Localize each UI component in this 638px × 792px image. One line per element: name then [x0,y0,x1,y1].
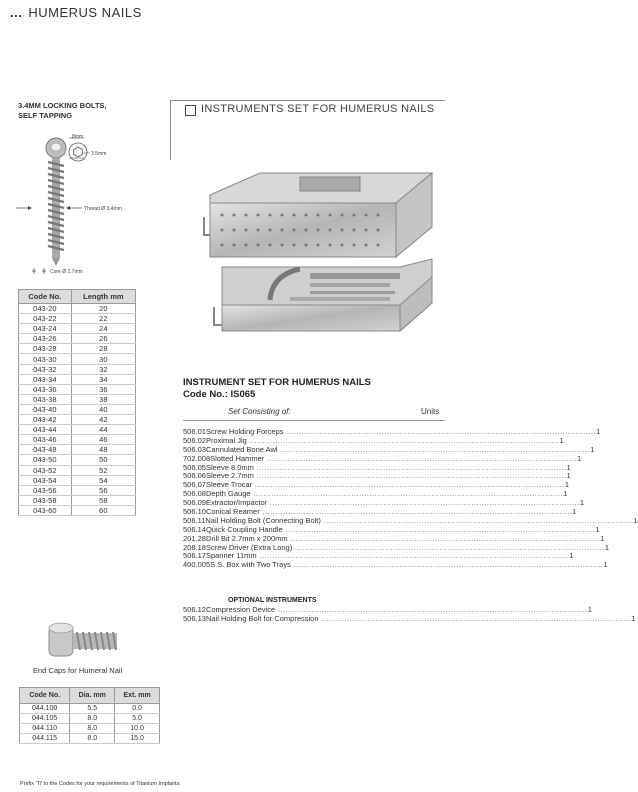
leader-dots: ........................................................................................................................ [252,480,565,490]
item-description: Spanner 11mm [205,551,257,561]
table-row [19,495,136,505]
end-cap-table [19,687,160,744]
col-header-dia: Dia. mm [70,688,115,704]
bolt-length-table [18,289,136,516]
end-cap-image [45,618,125,663]
leader-dots: ........................................................................................................................ [282,524,596,534]
col-header-length: Length mm [71,290,135,304]
table-header-row [19,290,136,304]
ext-cell: 0.0 [115,704,160,714]
table-row [19,475,136,485]
code-cell: 043-30 [19,354,72,364]
set-title: INSTRUMENT SET FOR HUMERUS NAILS [183,377,371,388]
code-cell: 044.115 [20,734,70,744]
leader-dots: ........................................................................................................................ [290,560,604,570]
leader-dots: ........................................................................................................................ [246,435,560,445]
table-row [19,364,136,374]
item-description: Slotted Hammer [210,453,265,463]
header-dots: ... [10,5,23,20]
dia-cell: 8.0 [70,734,115,744]
length-cell: 40 [71,404,135,414]
ext-cell: 15.0 [115,734,160,744]
length-cell: 32 [71,364,135,374]
dim-core: Core Ø 2.7mm [50,269,83,275]
length-cell: 20 [71,304,135,314]
length-cell: 24 [71,324,135,334]
table-row [20,724,160,734]
item-quantity: 1 [600,533,605,543]
item-code: 506.12 [183,605,206,614]
dia-cell: 8.0 [70,714,115,724]
item-description: Depth Gauge [205,489,251,499]
length-cell: 36 [71,384,135,394]
item-quantity: 1 [563,489,568,499]
item-code: 506.13 [183,613,206,623]
length-cell: 42 [71,415,135,425]
code-cell: 043-28 [19,344,72,354]
table-row [19,445,136,455]
code-cell: 044.110 [20,724,70,734]
length-cell: 34 [71,374,135,384]
core-arrows [32,268,46,274]
item-description: Extractor/Impactor [205,498,268,508]
bolt-title [18,101,107,121]
table-row [19,465,136,475]
code-cell: 043-40 [19,404,72,414]
table-row [19,394,136,404]
item-code: 702.008 [183,453,211,463]
length-cell: 30 [71,354,135,364]
item-quantity: 1 [572,507,577,517]
item-description: Compression Device [205,605,276,614]
set-rule [183,420,445,421]
item-description: Drill Bit 2.7mm x 200mm [205,533,288,543]
item-quantity: 1 [587,605,592,614]
list-item [183,560,608,570]
leader-dots: ........................................................................................................................ [283,427,597,436]
code-cell: 043-42 [19,415,72,425]
section-top-rule [170,100,445,101]
dia-cell: 8.0 [70,724,115,734]
item-code: 506.06 [183,471,206,481]
page-title: HUMERUS NAILS [28,5,142,20]
item-quantity: 1 [603,560,608,570]
table-row [19,334,136,344]
set-consisting-label: Set Consisting of: [228,407,291,416]
leader-dots: ........................................................................................................................ [287,533,601,543]
table-row [19,354,136,364]
length-cell: 44 [71,425,135,435]
item-code: 506.10 [183,507,206,517]
bolt-image [46,138,66,266]
item-code: 400.005 [183,560,211,570]
table-row [20,734,160,744]
item-quantity: 1 [569,551,574,561]
item-description: S.S. Box with Two Trays [210,560,291,570]
item-quantity: 1 [595,524,600,534]
section-left-rule [170,100,171,160]
code-cell: 043-54 [19,475,72,485]
item-description: Conical Reamer [205,507,260,517]
dim-thread: Thread Ø 3.4mm [84,206,122,212]
item-quantity: 1 [566,462,571,472]
length-cell: 38 [71,394,135,404]
code-cell: 043-44 [19,425,72,435]
item-description: Sleeve 8.0mm [205,462,254,472]
item-code: 201.28 [183,533,206,543]
bolt-title-line1: 3.4MM LOCKING BOLTS, [18,101,107,110]
instrument-list [183,427,638,570]
section-checkbox-icon [185,105,196,116]
leader-dots: ........................................................................................................................ [250,489,564,499]
item-quantity: 1 [566,471,571,481]
table-row [19,425,136,435]
instrument-box-image [200,155,440,355]
table-header-row [20,688,160,704]
code-cell: 043-48 [19,445,72,455]
item-code: 208.18 [183,542,206,552]
leader-dots: ........................................................................................................................ [320,515,634,525]
code-cell: 043-26 [19,334,72,344]
length-cell: 22 [71,314,135,324]
item-code: 506.01 [183,427,206,436]
code-cell: 043-56 [19,485,72,495]
item-quantity: 1 [596,427,601,436]
table-row [19,304,136,314]
table-row [19,374,136,384]
item-quantity: 1 [579,498,585,508]
bolt-length-rows [19,304,136,516]
item-description: Sleeve 2.7mm [205,471,254,481]
item-code: 506.08 [183,489,206,499]
item-description: Sleeve Trocar [205,480,253,490]
leader-dots: ........................................................................................................................ [253,462,567,472]
item-code: 506.02 [183,435,206,445]
item-code: 506.07 [183,480,206,490]
code-cell: 043-60 [19,505,72,515]
leader-dots: ........................................................................................................................ [277,444,591,454]
item-quantity: 1 [631,613,636,623]
footer-note: Prefix 'Ti' to the Codes for your requirements of Titanium Implants. [20,781,181,787]
optional-title: OPTIONAL INSTRUMENTS [228,597,317,604]
leader-dots: ........................................................................................................................ [256,551,570,561]
code-cell: 043-52 [19,465,72,475]
length-cell: 52 [71,465,135,475]
optional-instrument-list [183,605,636,624]
col-header-code: Code No. [19,290,72,304]
set-code: Code No.: IS065 [183,389,256,400]
item-description: Nail Holding Bolt for Compression [205,613,319,623]
length-cell: 54 [71,475,135,485]
code-cell: 043-20 [19,304,72,314]
table-row [19,344,136,354]
code-cell: 043-38 [19,394,72,404]
end-cap-rows [20,704,160,744]
length-cell: 48 [71,445,135,455]
leader-dots: ........................................................................................................................ [253,471,567,481]
item-description: Cannulated Bone Awl [205,444,278,454]
code-cell: 043-22 [19,314,72,324]
length-cell: 56 [71,485,135,495]
bolt-title-line2: SELF TAPPING [18,111,73,120]
item-code: 506.03 [183,444,206,454]
leader-dots: ........................................................................................................................ [264,453,577,463]
code-cell: 043-24 [19,324,72,334]
code-cell: 043-34 [19,374,72,384]
length-cell: 50 [71,455,135,465]
table-row [19,505,136,515]
table-row [19,455,136,465]
ext-cell: 5.0 [115,714,160,724]
units-label: Units [421,407,440,416]
col-header-code: Code No. [20,688,70,704]
length-cell: 28 [71,344,135,354]
item-quantity: 1 [604,542,610,552]
length-cell: 60 [71,505,135,515]
table-row [19,314,136,324]
table-row [19,435,136,445]
item-quantity: 1 [564,480,570,490]
item-description: Screw Holding Forceps [205,427,284,436]
col-header-ext: Ext. mm [115,688,160,704]
table-row [20,704,160,714]
item-code: 506.11 [183,515,206,525]
leader-dots: ........................................................................................................................ [259,507,573,517]
section-title: INSTRUMENTS SET FOR HUMERUS NAILS [201,103,435,115]
item-description: Nail Holding Bolt (Connecting Bolt) [205,515,321,525]
end-caps-label: End Caps for Humeral Nail [33,666,123,675]
table-row [20,714,160,724]
item-code: 506.17 [183,551,206,561]
ext-cell: 10.0 [115,724,160,734]
dia-cell: 5.5 [70,704,115,714]
item-code: 506.05 [183,462,206,472]
bolt-diagram [14,128,154,278]
table-row [19,384,136,394]
leader-dots: ........................................................................................................................ [267,498,580,508]
item-quantity: 1 [576,453,582,463]
code-cell: 043-46 [19,435,72,445]
item-quantity: 1 [590,444,595,454]
table-row [19,324,136,334]
item-description: Proximal Jig [205,435,247,445]
item-description: Quick Coupling Handle [205,524,283,534]
item-quantity: 1 [559,435,564,445]
length-cell: 26 [71,334,135,344]
item-code: 506.09 [183,498,206,508]
code-cell: 043-58 [19,495,72,505]
item-code: 506.14 [183,524,206,534]
leader-dots: ........................................................................................................................ [292,542,605,552]
code-cell: 044.100 [20,704,70,714]
item-description: Screw Driver (Extra Long) [205,542,293,552]
item-quantity: 1 [633,515,638,525]
length-cell: 46 [71,435,135,445]
code-cell: 043-32 [19,364,72,374]
hex-head-detail [69,138,90,161]
dim-hex: 3.5mm [91,151,107,157]
code-cell: 044.105 [20,714,70,724]
leader-dots: ........................................................................................................................ [318,613,632,623]
table-row [19,415,136,425]
page-header [10,5,142,20]
list-item [183,613,636,624]
table-row [19,404,136,414]
code-cell: 043-36 [19,384,72,394]
dim-head-height: 8mm [72,134,84,140]
length-cell: 58 [71,495,135,505]
instrument-set-title [183,377,371,401]
table-row [19,485,136,495]
code-cell: 043-50 [19,455,72,465]
leader-dots: ........................................................................................................................ [275,605,588,614]
